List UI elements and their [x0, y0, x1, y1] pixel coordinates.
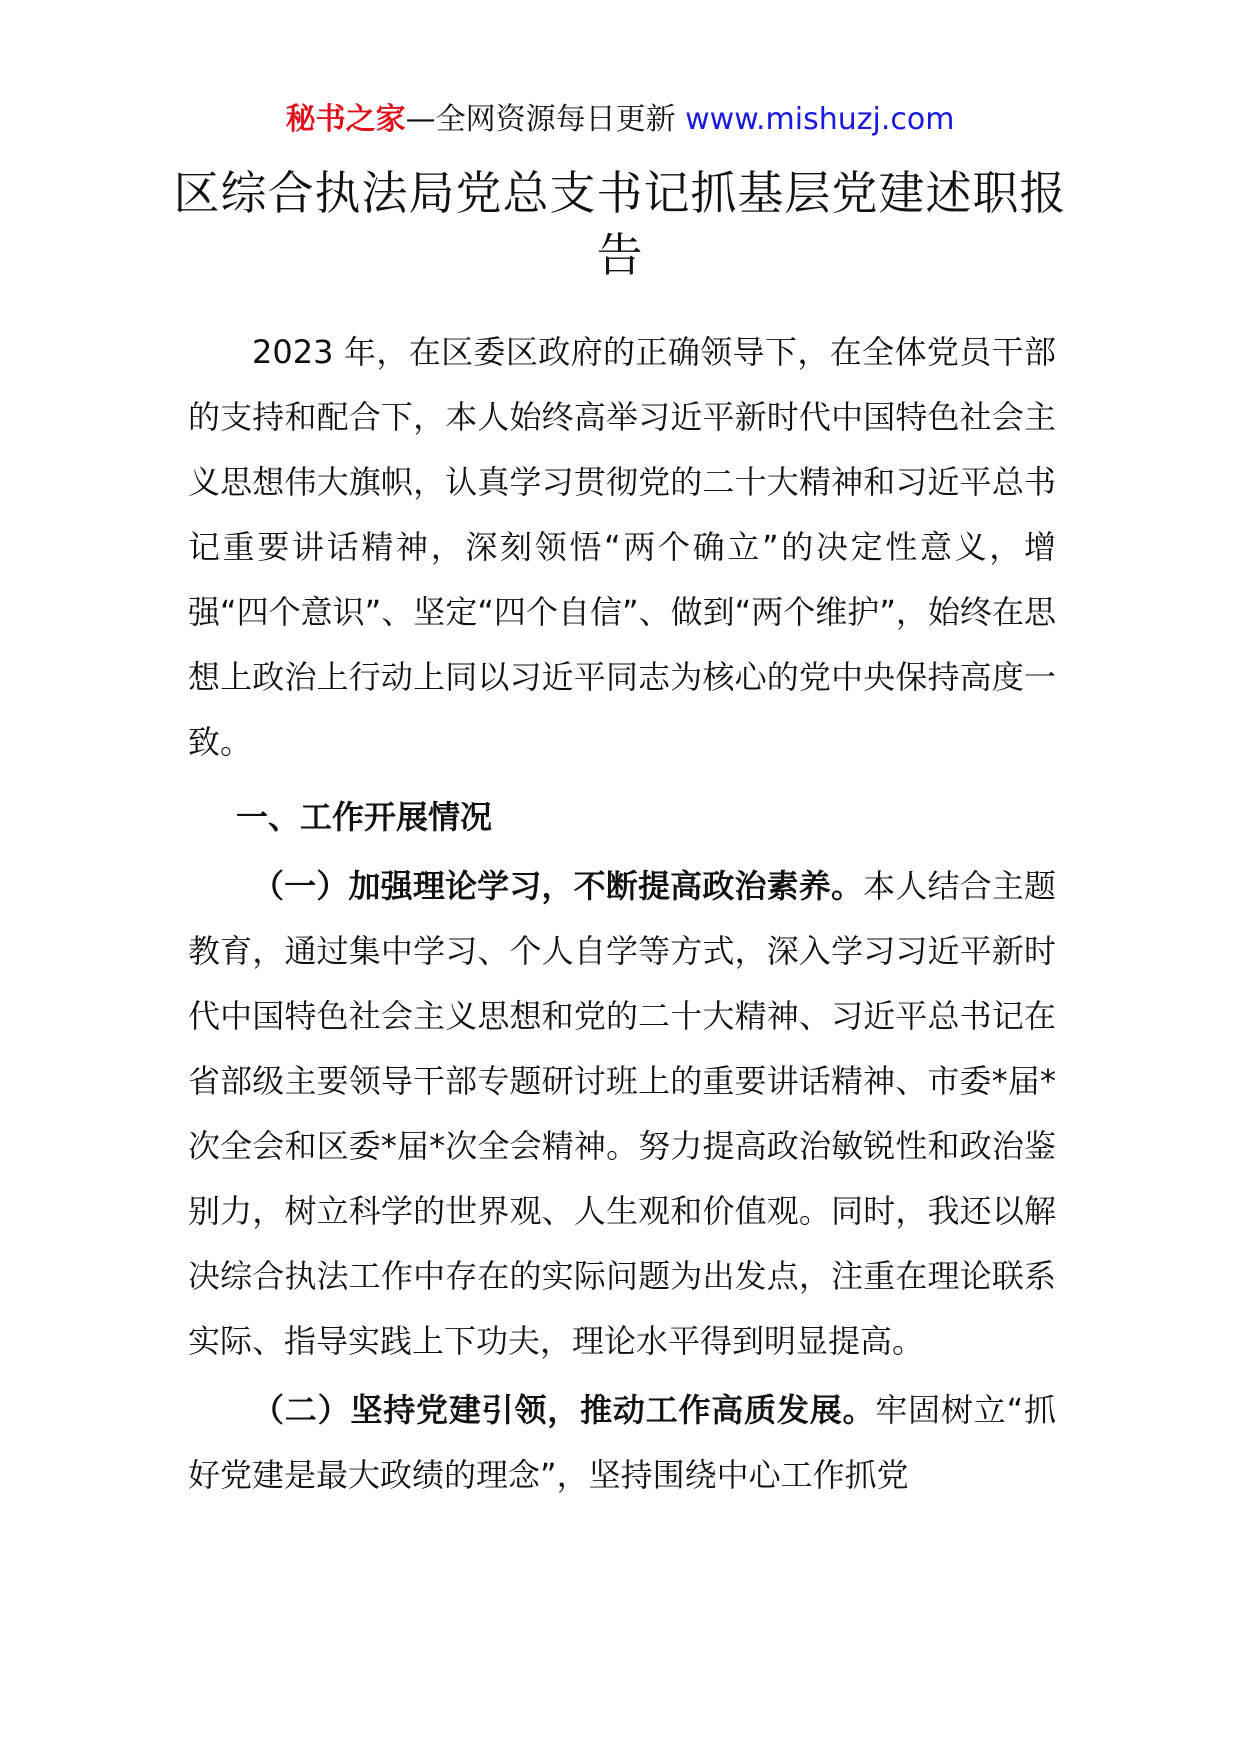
brand-name: 秘书之家 [285, 102, 406, 137]
intro-paragraph: 2023 年，在区委区政府的正确领导下，在全体党员干部的支持和配合下，本人始终高举习近平新时代中国特色社会主义思想伟大旗帜，认真学习贯彻党的二十大精神和习近平总书记重要讲话精神，深刻领悟“两个确立”的决定性意义，增强“四个意识”、坚定“四个自信”、做到“两个维护”，始终在思想上政治上行动上同以习近平同志为核心的党中央保持高度一致。 [188, 333, 1056, 761]
header-slogan: —全网资源每日更新 [405, 102, 686, 137]
item-1-text: 本人结合主题教育，通过集中学习、个人自学等方式，深入学习习近平新时代中国特色社会主义思想和党的二十大精神、习近平总书记在省部级主要领导干部专题研讨班上的重要讲话精神、市委*届*次全会和区委*届*次全会精神。努力提高政治敏锐性和政治鉴别力，树立科学的世界观、人生观和价值观。同时，我还以解决综合执法工作中存在的实际问题为出发点，注重在理论联系实际、指导实践上下功夫，理论水平得到明显提高。 [188, 867, 1056, 1360]
item-2-lead: （二）坚持党建引领，推动工作高质发展。 [252, 1391, 876, 1429]
section-heading: 一、工作开展情况 [236, 798, 493, 836]
item-2-text: 牢固树立“抓好党建是最大政绩的理念”，坚持围绕中心工作抓党 [188, 1391, 1056, 1494]
document-body [188, 320, 1056, 1508]
document-title: 区综合执法局党总支书记抓基层党建述职报告 [173, 166, 1067, 282]
site-url[interactable]: www.mishuzj.com [685, 102, 955, 137]
section-item-2 [188, 1378, 1056, 1508]
item-1-lead: （一）加强理论学习，不断提高政治素养。 [252, 867, 864, 905]
site-header [0, 100, 1240, 140]
section-item-1 [188, 854, 1056, 1374]
